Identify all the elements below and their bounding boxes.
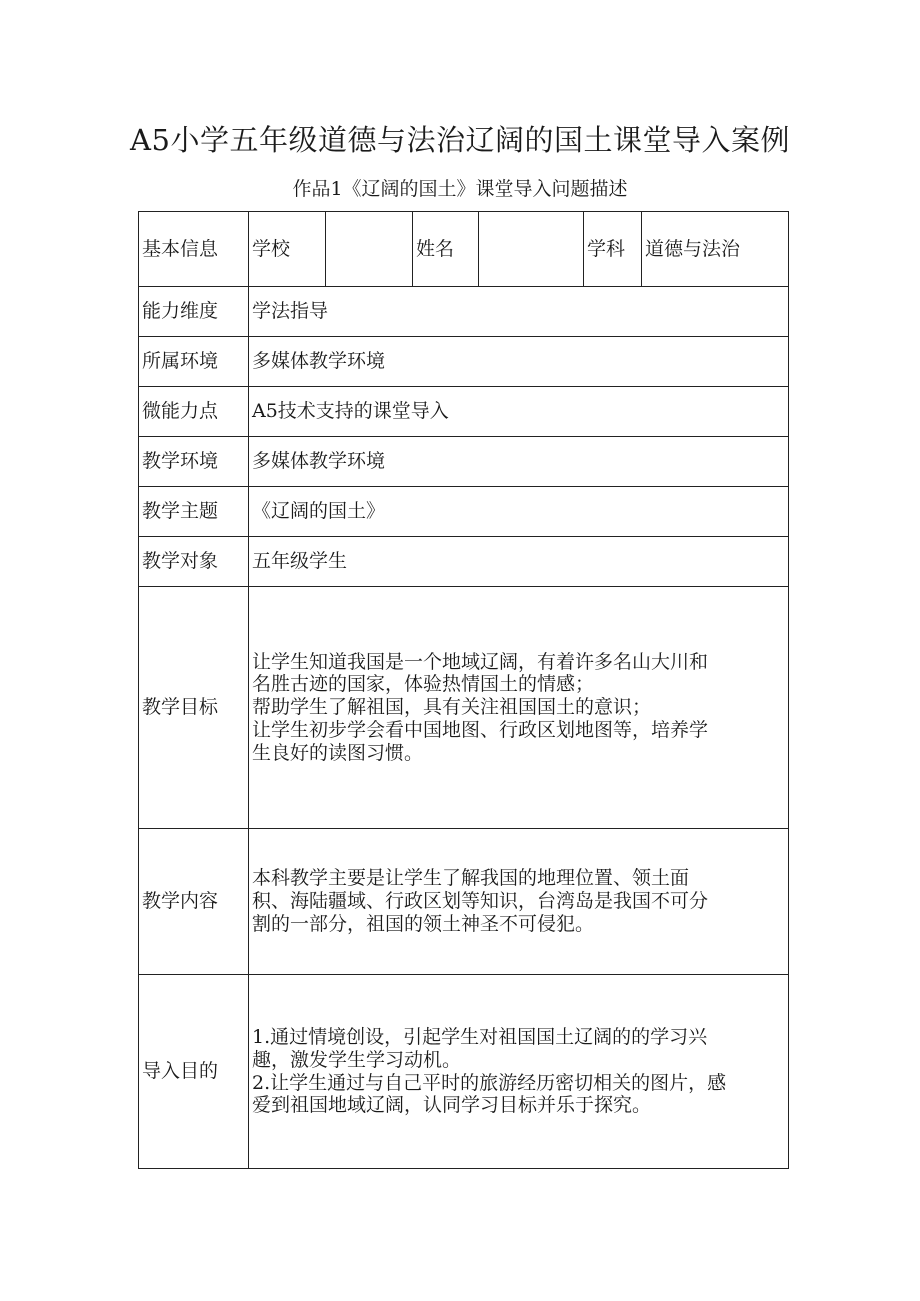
environment-value: 多媒体教学环境 [249,337,789,387]
table-row [139,487,789,537]
teaching-goals-text [249,587,789,829]
teaching-topic-value: 《辽阔的国土》 [249,487,789,537]
lesson-info-table [138,211,789,1169]
table-row [139,437,789,487]
goal-line: 生良好的读图习惯。 [252,741,424,764]
purpose-row [139,975,789,1169]
teaching-goals-label: 教学目标 [139,587,249,829]
document-title: A5小学五年级道德与法治辽阔的国土课堂导入案例 [130,123,790,157]
purpose-line: 趣，激发学生学习动机。 [252,1048,462,1071]
purpose-line: 爱到祖国地域辽阔，认同学习目标并乐于探究。 [252,1094,652,1117]
basic-info-row [139,212,789,287]
teaching-target-label: 教学对象 [139,537,249,587]
ability-dimension-label: 能力维度 [139,287,249,337]
school-value [326,212,413,287]
table-row [139,287,789,337]
intro-purpose-text [249,975,789,1169]
teaching-content-text [249,829,789,975]
content-line: 本科教学主要是让学生了解我国的地理位置、领土面 [252,867,690,890]
goal-line: 让学生知道我国是一个地域辽阔，有着许多名山大川和 [252,650,709,673]
teaching-target-value: 五年级学生 [249,537,789,587]
basic-info-label: 基本信息 [139,212,249,287]
content-row [139,829,789,975]
table-row [139,537,789,587]
subject-value: 道德与法治 [642,212,789,287]
table-row [139,337,789,387]
ability-dimension-value: 学法指导 [249,287,789,337]
name-value [479,212,584,287]
teaching-content-label: 教学内容 [139,829,249,975]
purpose-line: 2.让学生通过与自己平时的旅游经历密切相关的图片，感 [252,1071,727,1094]
intro-purpose-label: 导入目的 [139,975,249,1169]
document-subtitle: 作品1《辽阔的国土》课堂导入问题描述 [292,178,628,200]
goal-line: 帮助学生了解祖国，具有关注祖国国土的意识； [252,696,652,719]
teaching-topic-label: 教学主题 [139,487,249,537]
school-label: 学校 [249,212,326,287]
subject-label: 学科 [584,212,642,287]
goals-row [139,587,789,829]
teaching-environment-label: 教学环境 [139,437,249,487]
content-line: 割的一部分，祖国的领土神圣不可侵犯。 [252,912,595,935]
table-row [139,387,789,437]
teaching-environment-value: 多媒体教学环境 [249,437,789,487]
goal-line: 名胜古迹的国家，体验热情国土的情感； [252,673,595,696]
environment-label: 所属环境 [139,337,249,387]
name-label: 姓名 [413,212,479,287]
micro-ability-value: A5技术支持的课堂导入 [249,387,789,437]
content-line: 积、海陆疆域、行政区划等知识，台湾岛是我国不可分 [252,890,709,913]
micro-ability-label: 微能力点 [139,387,249,437]
purpose-line: 1.通过情境创设，引起学生对祖国国土辽阔的的学习兴 [252,1025,708,1048]
goal-line: 让学生初步学会看中国地图、行政区划地图等，培养学 [252,718,709,741]
